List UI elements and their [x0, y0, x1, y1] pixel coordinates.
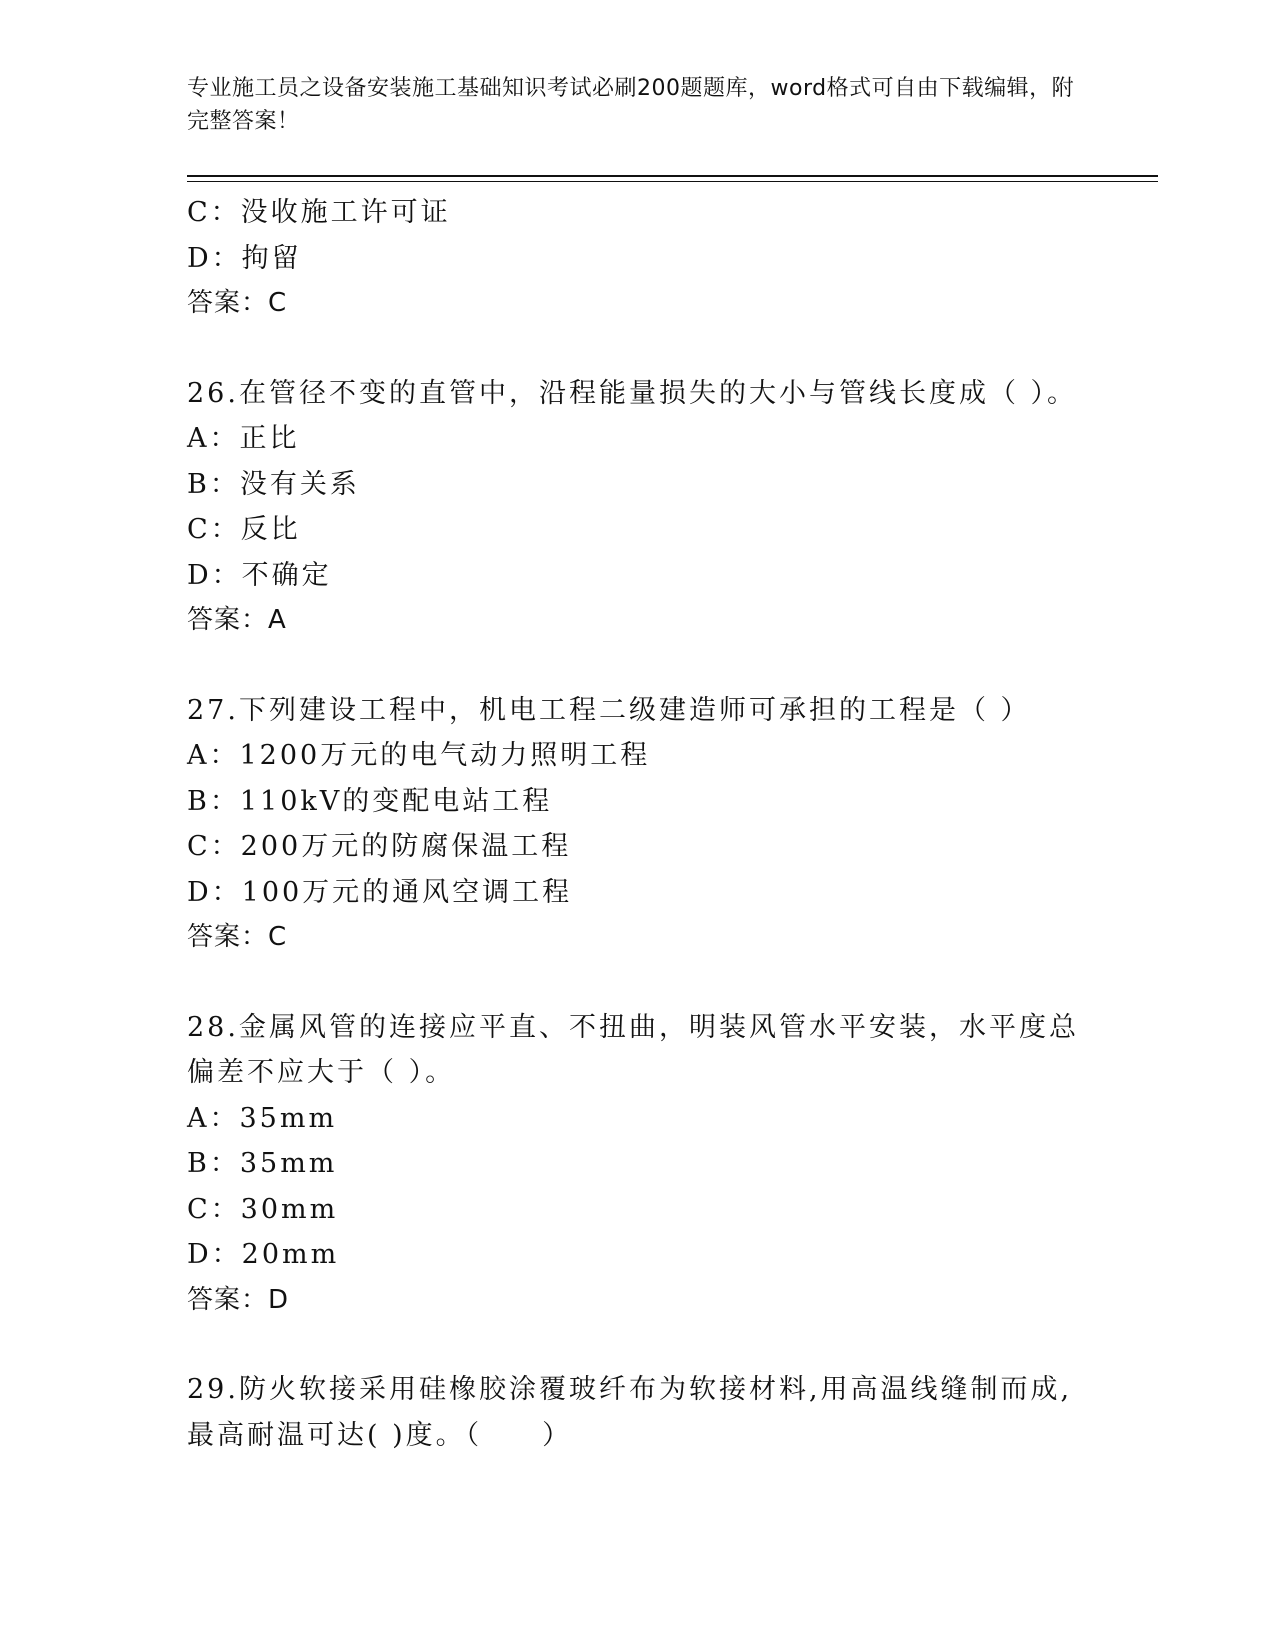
- answer-line: 答案：A: [187, 605, 287, 635]
- question-text: 29.防火软接采用硅橡胶涂覆玻纤布为软接材料,用高温线缝制而成,最高耐温可达( )度。（ ）: [187, 1374, 1073, 1451]
- question-text: 27.下列建设工程中，机电工程二级建造师可承担的工程是（ ）: [187, 694, 1031, 726]
- question-text: 28.金属风管的连接应平直、不扭曲，明装风管水平安装，水平度总偏差不应大于（ ）。: [187, 1011, 1079, 1088]
- option-c: C：没收施工许可证: [187, 197, 451, 228]
- answer-line: 答案：C: [187, 922, 288, 952]
- question-29: [187, 1367, 1087, 1458]
- answer-line: 答案：C: [187, 288, 288, 318]
- option-c: C：反比: [187, 514, 301, 545]
- option-d: D：不确定: [187, 559, 332, 591]
- answer-line: 答案：D: [187, 1284, 290, 1315]
- option-c: C：30mm: [187, 1193, 339, 1225]
- option-b: B：没有关系: [187, 468, 360, 500]
- question-27: [187, 688, 1087, 961]
- previous-question-tail: [187, 190, 1087, 327]
- option-a: A：正比: [187, 423, 300, 454]
- option-a: A：35mm: [187, 1102, 338, 1134]
- option-d: D：拘留: [187, 242, 302, 274]
- question-content: [187, 190, 1087, 1458]
- header-divider-thin: [187, 181, 1158, 182]
- question-28: [187, 1005, 1087, 1324]
- document-header: 专业施工员之设备安装施工基础知识考试必刷200题题库，word格式可自由下载编辑，附完整答案！: [187, 76, 1075, 134]
- option-c: C：200万元的防腐保温工程: [187, 831, 572, 862]
- option-d: D：100万元的通风空调工程: [187, 876, 573, 908]
- question-26: [187, 371, 1087, 644]
- question-text: 26.在管径不变的直管中，沿程能量损失的大小与管线长度成（ ）。: [187, 377, 1078, 409]
- option-b: B：110kV的变配电站工程: [187, 785, 553, 817]
- option-d: D：20mm: [187, 1239, 340, 1270]
- header-divider-thick: [187, 175, 1158, 177]
- option-a: A：1200万元的电气动力照明工程: [187, 740, 651, 771]
- option-b: B：35mm: [187, 1148, 338, 1179]
